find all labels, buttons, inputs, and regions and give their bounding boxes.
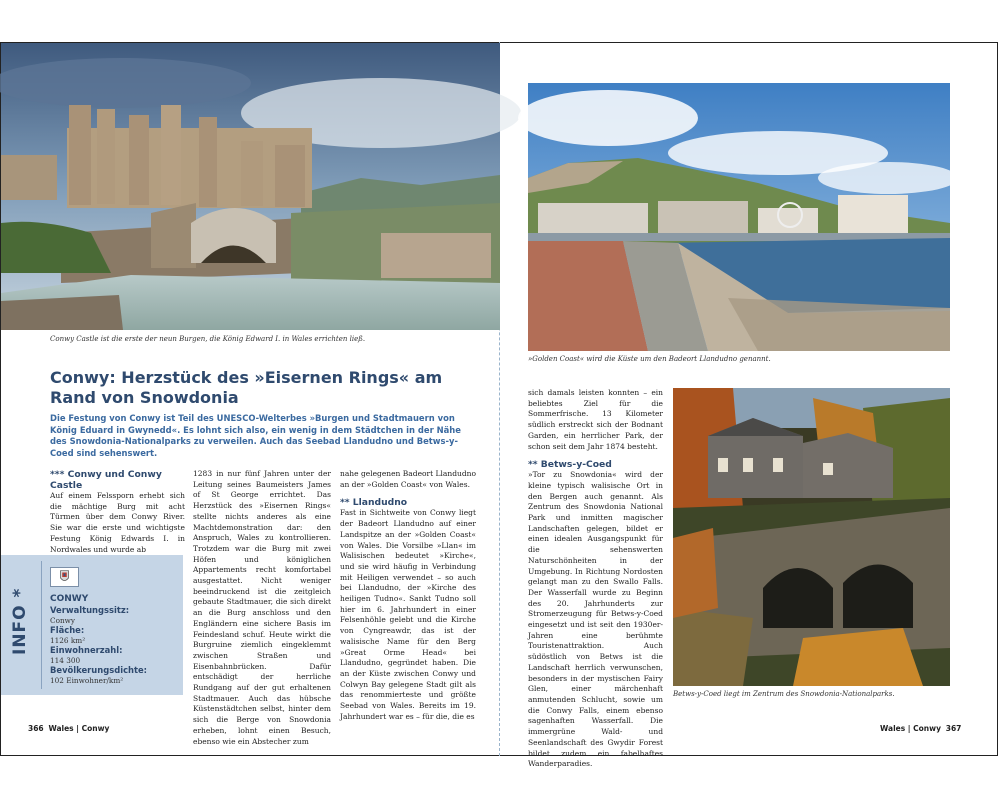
page-number-left: 366 [28,724,44,733]
top-photo-caption: »Golden Coast« wird die Küste um den Badeort Llandudno genannt. [528,355,771,363]
betws-y-coed-photo [673,388,950,686]
left-column-1 [50,469,185,554]
fact-value: 1126 km² [50,635,86,645]
section-heading-llandudno: ** Llandudno [340,497,408,509]
fact-label: Einwohnerzahl: [50,645,123,655]
body-text: Auf einem Felssporn erhebt sich die mächtige Burg mit acht Türmen über dem Conwy River. Sie war die erste und wichtigste Festung König Edwards I. in Nordwales und wurde ab [50,491,185,554]
page-number-right: 367 [945,724,962,733]
section-heading-conwy: *** Conwy und Conwy Castle [50,469,162,491]
info-place: CONWY [50,594,89,604]
body-text: 1283 in nur fünf Jahren unter der Leitung seines Baumeisters James of St George errichtet. Das Herzstück des »Eisernen Rings« stellte nichts anderes als eine Machtdemonstration dar: den Anspruch, Wales zu kontrollieren. Trotzdem war die Burg mit zwei Höfen und königlichen Appartements recht komfortabel ausgestattet. Nicht weniger beeindruckend ist die zeitgleich gebaute Stadtmauer, die sich direkt an die Burg anschloss und den Engländern eine sichere Basis im Feindesland schuf. Heute wirkt die Burgruine ziemlich eingeklemmt zwischen Straßen und Eisenbahnbrücken. Dafür entschädigt der herrliche Rundgang auf der gut erhaltenen Stadtmauer. Auch das hübsche Küstenstädtchen selbst, hinter dem sich die Berge von Snowdonia erheben, lohnt einen Besuch, ebenso wie ein Abstecher zum [193,469,331,746]
fact-label: Verwaltungssitz: [50,605,130,615]
section-heading-betws: ** Betws-y-Coed [528,459,612,471]
page-title: Conwy: Herzstück des »Eisernen Rings« am Rand von Snowdonia [50,368,443,407]
hero-caption: Conwy Castle ist die erste der neun Burgen, die König Edward I. in Wales errichten ließ. [50,335,366,343]
lead-paragraph: Die Festung von Conwy ist Teil des UNESCO-Welterbes »Burgen und Stadtmauern von König Eduard in Gwynedd«. Es lohnt sich also, ein wenig in dem Städtchen in der Nähe des Snowdonia-Nationalparks zu verweilen. Auch das Seebad Llandudno und Betws-y-Coed sind sehenswert. [50,413,461,458]
footer-right [880,724,961,734]
fact-value: 114 300 [50,655,81,665]
info-divider [41,561,42,689]
conwy-castle-photo [1,43,500,330]
left-column-3 [340,469,476,721]
right-column-1 [528,388,663,769]
llandudno-photo [528,83,950,351]
fact-label: Bevölkerungsdichte: [50,665,148,675]
fact-value: Conwy [50,615,76,625]
info-facts [50,594,178,685]
bottom-photo-caption: Betws-y-Coed liegt im Zentrum des Snowdonia-Nationalparks. [673,690,895,698]
body-text: nahe gelegenen Badeort Llandudno an der »Golden Coast« von Wales. [340,469,476,489]
footer-section-left: Wales | Conwy [48,724,110,733]
fact-value: 102 Einwohner/km² [50,675,124,685]
body-text: sich damals leisten konnten – ein beliebtes Ziel für die Sommerfrische. 13 Kilometer südlich erstreckt sich der Bodnant Garden, ein herrlicher Park, der schon seit dem Jahr 1874 besteht. [528,388,663,451]
left-column-2 [193,469,331,746]
conwy-crest-icon [50,567,79,587]
body-text: Fast in Sichtweite von Conwy liegt der Badeort Llandudno auf einer Landspitze an der »Golden Coast« von Wales. Die Vorsilbe »Llan« im Walisischen bedeutet »Kirche«, und sie wird häufig in Verbindung mit Heiligen verwendet – so auch bei Llandudno, der »Kirche des heiligen Tudno«. Sankt Tudno soll hier im 6. Jahrhundert in einer Felsenhöhle gelebt und die Kirche von Cyngreawdr, das ist der walisische Name für den Berg »Great Orme Head« bei Llandudno, gegründet haben. Die an der Küste zwischen Conwy und Colwyn Bay gelegene Stadt gilt als das renommierteste und größte Seebad von Wales. Bereits im 19. Jahrhundert war es – für die, die es [340,508,476,721]
body-text: »Tor zu Snowdonia« wird der kleine typisch walisische Ort in den Bergen auch genannt. Als Zentrum des Snowdonia National Park und inmitten magischer Landschaften gelegen, bildet er einen idealen Ausgangspunkt für die sehenswerten Naturschönheiten in der Umgebung. In Richtung Nordosten gelangt man zu den Swallo Falls. Der Wasserfall wurde zu Beginn des 20. Jahrhunderts zur Stromerzeugung für Betws-y-Coed eingesetzt und ist seit den 1930er-Jahren eine berühmte Touristenattraktion. Auch südöstlich von Betws ist die Landschaft herrlich verwunschen, besonders in der mystischen Fairy Glen, einer märchenhaft anmutenden Schlucht, sowie um die Conwy Falls, einem ebenso sagenhaften Wasserfall. Die immergrüne Wald- und Seenlandschaft des Gwydir Forest bildet zudem ein fabelhaftes Wanderparadies. [528,470,663,769]
footer-left [28,724,109,734]
footer-section-right: Wales | Conwy [880,724,941,733]
info-tab [1,555,41,695]
fact-label: Fläche: [50,625,85,635]
info-label: INFO * [10,587,30,655]
